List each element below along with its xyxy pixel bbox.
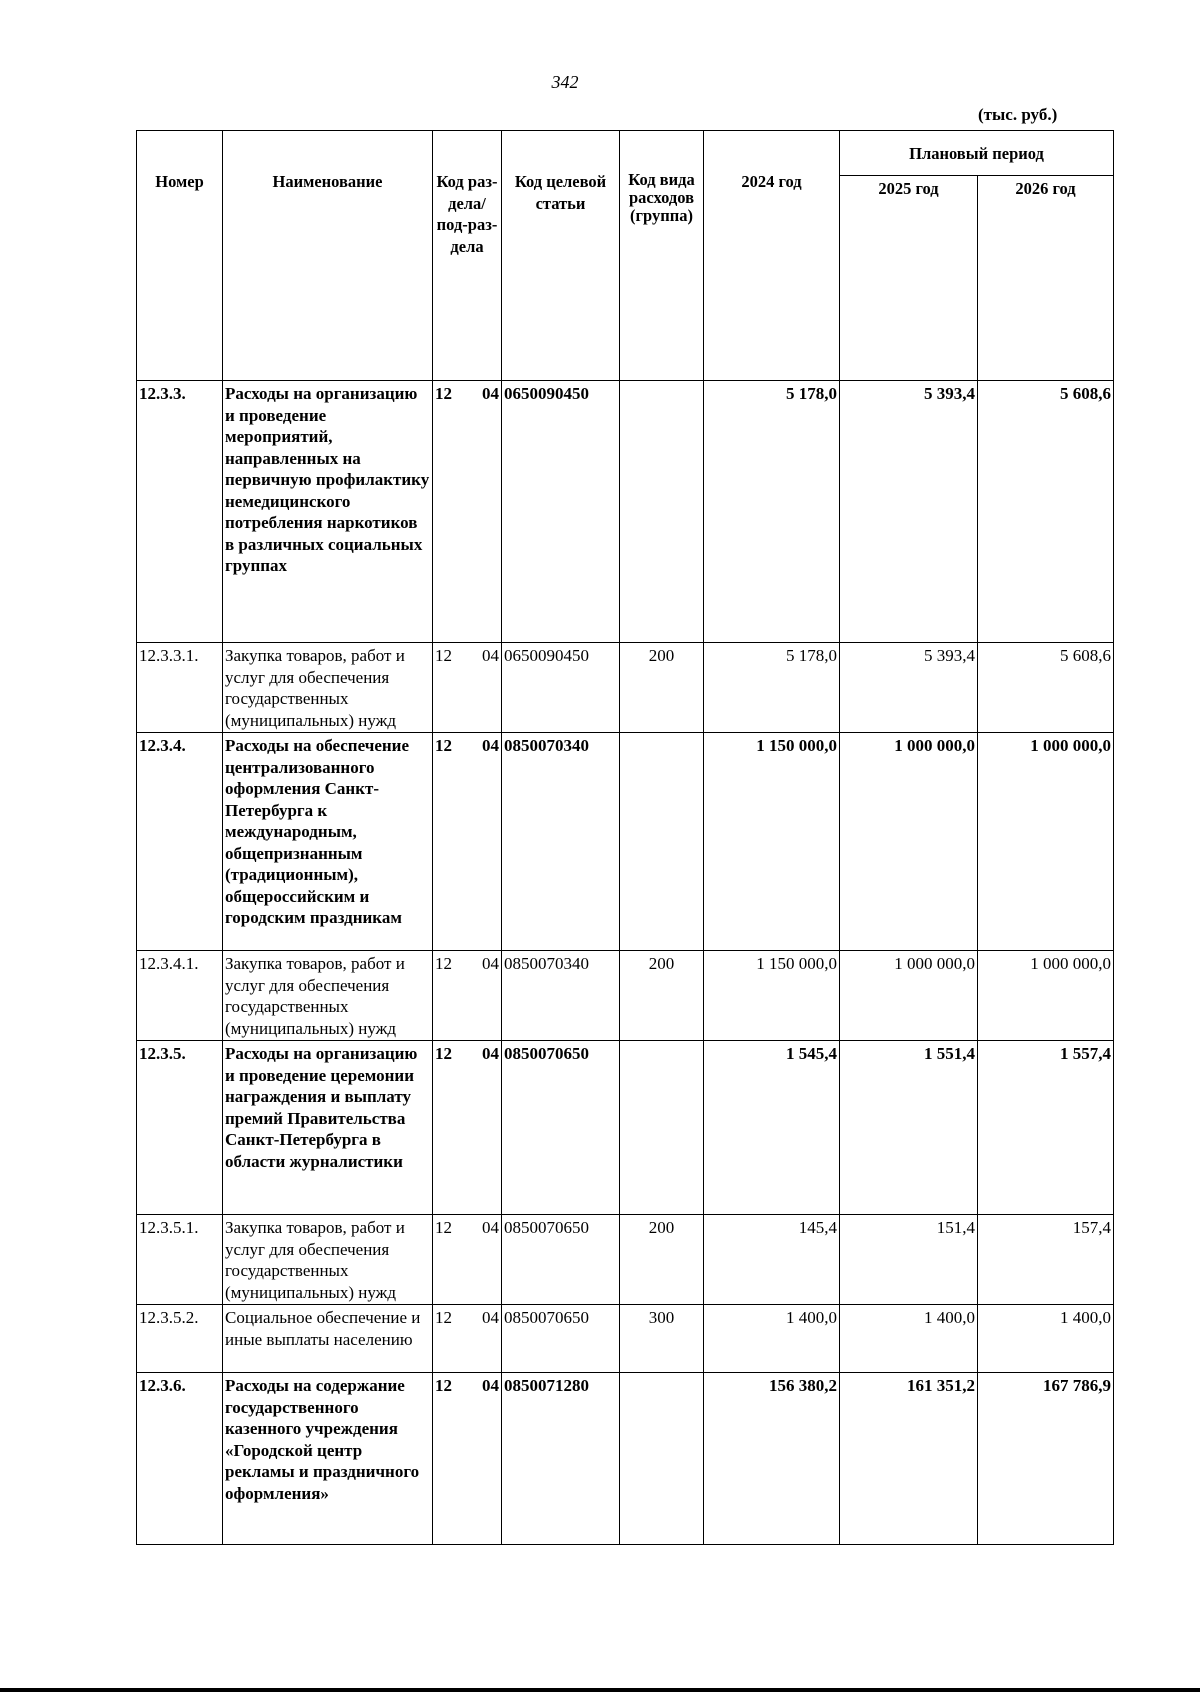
row-target-code: 0850070650: [502, 1305, 620, 1373]
row-name: Закупка товаров, работ и услуг для обеспечения государственных (муниципальных) нужд: [223, 643, 433, 733]
page-number: 342: [551, 72, 579, 92]
row-target-code: 0850071280: [502, 1373, 620, 1545]
row-amount-2026: 5 608,6: [978, 643, 1114, 733]
section-code: 12: [435, 646, 452, 665]
row-name: Расходы на организацию и проведение мероприятий, направленных на первичную профилактику немедицинского потребления наркотиков в различных социальных группах: [223, 381, 433, 643]
row-number: 12.3.5.2.: [137, 1305, 223, 1373]
row-amount-2025: 5 393,4: [840, 643, 978, 733]
row-name: Закупка товаров, работ и услуг для обеспечения государственных (муниципальных) нужд: [223, 951, 433, 1041]
table-row: [137, 733, 1114, 951]
section-code-pair: [435, 1375, 499, 1397]
section-code-pair: [435, 1307, 499, 1329]
subsection-code: 04: [482, 384, 499, 403]
row-amount-2025: 161 351,2: [840, 1373, 978, 1545]
budget-table: [136, 130, 1114, 1545]
row-amount-2024: 1 545,4: [704, 1041, 840, 1215]
row-amount-2024: 1 150 000,0: [704, 951, 840, 1041]
units-label: (тыс. руб.): [978, 105, 1058, 124]
row-section-code: [433, 1041, 502, 1215]
section-code: 12: [435, 1376, 452, 1395]
row-amount-2025: 1 400,0: [840, 1305, 978, 1373]
subsection-code: 04: [482, 1044, 499, 1063]
header-2026: 2026 год: [978, 176, 1114, 381]
row-section-code: [433, 643, 502, 733]
header-number: Номер: [137, 131, 223, 381]
row-number: 12.3.4.1.: [137, 951, 223, 1041]
row-section-code: [433, 1215, 502, 1305]
page-bottom-edge: [0, 1688, 1200, 1692]
section-code-pair: [435, 645, 499, 667]
row-amount-2026: 1 000 000,0: [978, 733, 1114, 951]
row-amount-2024: 5 178,0: [704, 643, 840, 733]
row-target-code: 0850070650: [502, 1215, 620, 1305]
row-amount-2025: 1 000 000,0: [840, 951, 978, 1041]
row-amount-2025: 1 551,4: [840, 1041, 978, 1215]
row-name: Закупка товаров, работ и услуг для обеспечения государственных (муниципальных) нужд: [223, 1215, 433, 1305]
row-number: 12.3.3.: [137, 381, 223, 643]
section-code-pair: [435, 735, 499, 757]
row-name: Социальное обеспечение и иные выплаты населению: [223, 1305, 433, 1373]
table-row: [137, 1373, 1114, 1545]
row-name: Расходы на содержание государственного казенного учреждения «Городской центр рекламы и праздничного оформления»: [223, 1373, 433, 1545]
header-2025: 2025 год: [840, 176, 978, 381]
section-code-pair: [435, 1217, 499, 1239]
row-amount-2026: 1 400,0: [978, 1305, 1114, 1373]
row-amount-2026: 157,4: [978, 1215, 1114, 1305]
subsection-code: 04: [482, 1308, 499, 1327]
section-code: 12: [435, 1308, 452, 1327]
section-code-pair: [435, 1043, 499, 1065]
table-row: [137, 1305, 1114, 1373]
row-target-code: 0850070340: [502, 951, 620, 1041]
section-code: 12: [435, 384, 452, 403]
table-row: [137, 951, 1114, 1041]
subsection-code: 04: [482, 954, 499, 973]
row-amount-2026: 167 786,9: [978, 1373, 1114, 1545]
row-amount-2025: 151,4: [840, 1215, 978, 1305]
row-target-code: 0650090450: [502, 381, 620, 643]
table-body: [137, 381, 1114, 1545]
row-section-code: [433, 1305, 502, 1373]
subsection-code: 04: [482, 736, 499, 755]
row-name: Расходы на обеспечение централизованного оформления Санкт-Петербурга к международным, общепризнанным (традиционным), общероссийским и городским праздникам: [223, 733, 433, 951]
subsection-code: 04: [482, 1376, 499, 1395]
table-row: [137, 1041, 1114, 1215]
section-code: 12: [435, 954, 452, 973]
header-target-code: Код целевой статьи: [502, 131, 620, 381]
table-row: [137, 643, 1114, 733]
row-amount-2025: 5 393,4: [840, 381, 978, 643]
row-number: 12.3.5.1.: [137, 1215, 223, 1305]
row-amount-2024: 1 400,0: [704, 1305, 840, 1373]
row-number: 12.3.4.: [137, 733, 223, 951]
section-code: 12: [435, 1218, 452, 1237]
row-amount-2024: 156 380,2: [704, 1373, 840, 1545]
header-2024: 2024 год: [704, 131, 840, 381]
header-planned-period: Плановый период: [840, 131, 1114, 176]
row-number: 12.3.5.: [137, 1041, 223, 1215]
header-expense-type: Код вида расходов (группа): [620, 131, 704, 381]
row-expense-type: 200: [620, 951, 704, 1041]
row-section-code: [433, 381, 502, 643]
row-amount-2024: 1 150 000,0: [704, 733, 840, 951]
header-section-code: Код раз-дела/ под-раз-дела: [433, 131, 502, 381]
row-amount-2024: 5 178,0: [704, 381, 840, 643]
row-expense-type: [620, 733, 704, 951]
row-expense-type: 200: [620, 1215, 704, 1305]
section-code-pair: [435, 383, 499, 405]
table-row: [137, 381, 1114, 643]
table-row: [137, 1215, 1114, 1305]
row-expense-type: 200: [620, 643, 704, 733]
row-amount-2026: 5 608,6: [978, 381, 1114, 643]
row-section-code: [433, 1373, 502, 1545]
section-code: 12: [435, 736, 452, 755]
row-name: Расходы на организацию и проведение церемонии награждения и выплату премий Правительства Санкт-Петербурга в области журналистики: [223, 1041, 433, 1215]
row-amount-2026: 1 000 000,0: [978, 951, 1114, 1041]
row-section-code: [433, 733, 502, 951]
row-expense-type: [620, 1373, 704, 1545]
subsection-code: 04: [482, 646, 499, 665]
row-amount-2024: 145,4: [704, 1215, 840, 1305]
row-expense-type: 300: [620, 1305, 704, 1373]
row-expense-type: [620, 381, 704, 643]
row-amount-2026: 1 557,4: [978, 1041, 1114, 1215]
row-expense-type: [620, 1041, 704, 1215]
row-number: 12.3.6.: [137, 1373, 223, 1545]
row-amount-2025: 1 000 000,0: [840, 733, 978, 951]
section-code-pair: [435, 953, 499, 975]
subsection-code: 04: [482, 1218, 499, 1237]
row-target-code: 0850070650: [502, 1041, 620, 1215]
row-target-code: 0850070340: [502, 733, 620, 951]
row-section-code: [433, 951, 502, 1041]
header-name: Наименование: [223, 131, 433, 381]
row-target-code: 0650090450: [502, 643, 620, 733]
row-number: 12.3.3.1.: [137, 643, 223, 733]
section-code: 12: [435, 1044, 452, 1063]
